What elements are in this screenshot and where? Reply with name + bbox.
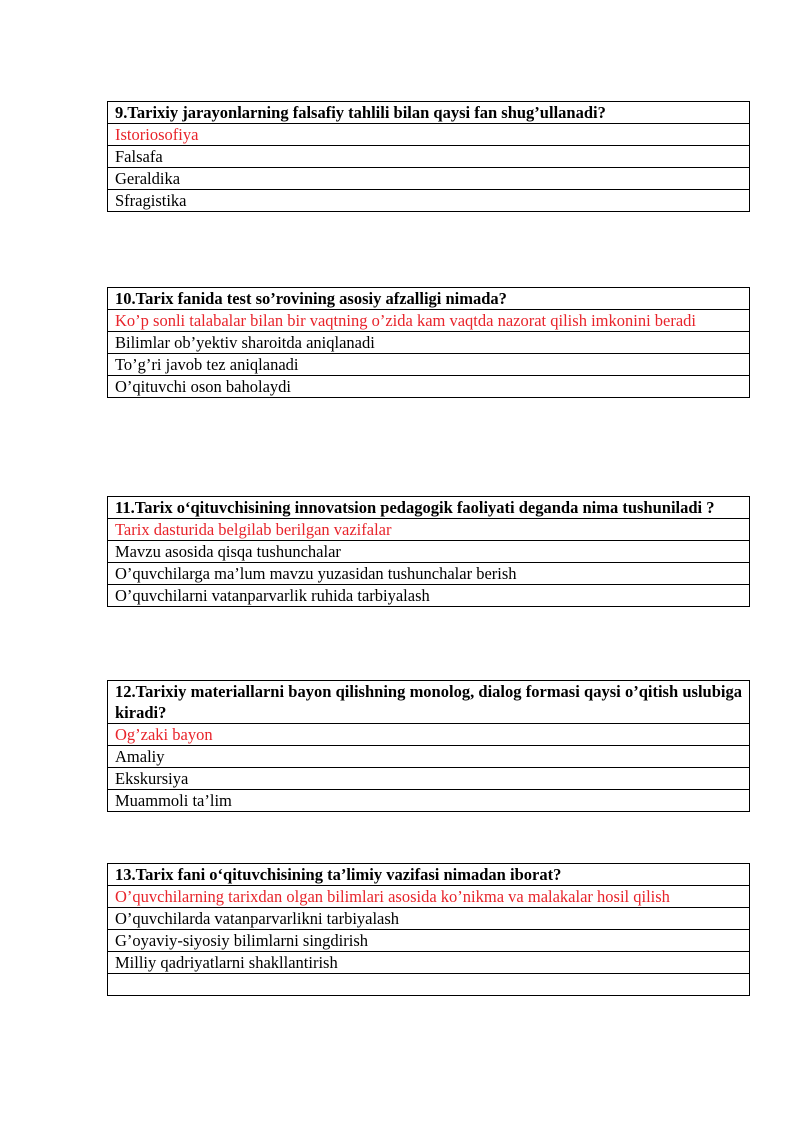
answer-option: Geraldika [108, 168, 750, 190]
answer-option: Bilimlar ob’yektiv sharoitda aniqlanadi [108, 332, 750, 354]
question-table-11 [107, 496, 750, 607]
answer-option: Mavzu asosida qisqa tushunchalar [108, 541, 750, 563]
answer-option: O’quvchilarni vatanparvarlik ruhida tarbiyalash [108, 585, 750, 607]
answer-option: Muammoli ta’lim [108, 790, 750, 812]
answer-option: O’quvchilarga ma’lum mavzu yuzasidan tushunchalar berish [108, 563, 750, 585]
answer-option: O’qituvchi oson baholaydi [108, 376, 750, 398]
answer-option: Ekskursiya [108, 768, 750, 790]
answer-option: Sfragistika [108, 190, 750, 212]
question-text: 9.Tarixiy jarayonlarning falsafiy tahlili bilan qaysi fan shug’ullanadi? [108, 102, 750, 124]
question-table-13 [107, 863, 750, 996]
question-text: 10.Tarix fanida test so’rovining asosiy afzalligi nimada? [108, 288, 750, 310]
question-table-12 [107, 680, 750, 812]
answer-option: Falsafa [108, 146, 750, 168]
empty-answer-row [108, 974, 750, 996]
question-table-9 [107, 101, 750, 212]
correct-answer: O’quvchilarning tarixdan olgan bilimlari asosida ko’nikma va malakalar hosil qilish [108, 886, 750, 908]
question-text: 13.Tarix fani o‘qituvchisining ta’limiy vazifasi nimadan iborat? [108, 864, 750, 886]
answer-option: G’oyaviy-siyosiy bilimlarni singdirish [108, 930, 750, 952]
question-table-10 [107, 287, 750, 398]
correct-answer: Tarix dasturida belgilab berilgan vazifalar [108, 519, 750, 541]
correct-answer: Og’zaki bayon [108, 724, 750, 746]
question-text: 11.Tarix o‘qituvchisining innovatsion pedagogik faoliyati deganda nima tushuniladi ? [108, 497, 750, 519]
question-text: 12.Tarixiy materiallarni bayon qilishning monolog, dialog formasi qaysi o’qitish uslubiga kiradi? [108, 681, 750, 724]
answer-option: Amaliy [108, 746, 750, 768]
answer-option: Milliy qadriyatlarni shakllantirish [108, 952, 750, 974]
correct-answer: Istoriosofiya [108, 124, 750, 146]
answer-option: O’quvchilarda vatanparvarlikni tarbiyalash [108, 908, 750, 930]
answer-option: To’g’ri javob tez aniqlanadi [108, 354, 750, 376]
correct-answer: Ko’p sonli talabalar bilan bir vaqtning o’zida kam vaqtda nazorat qilish imkonini beradi [108, 310, 750, 332]
